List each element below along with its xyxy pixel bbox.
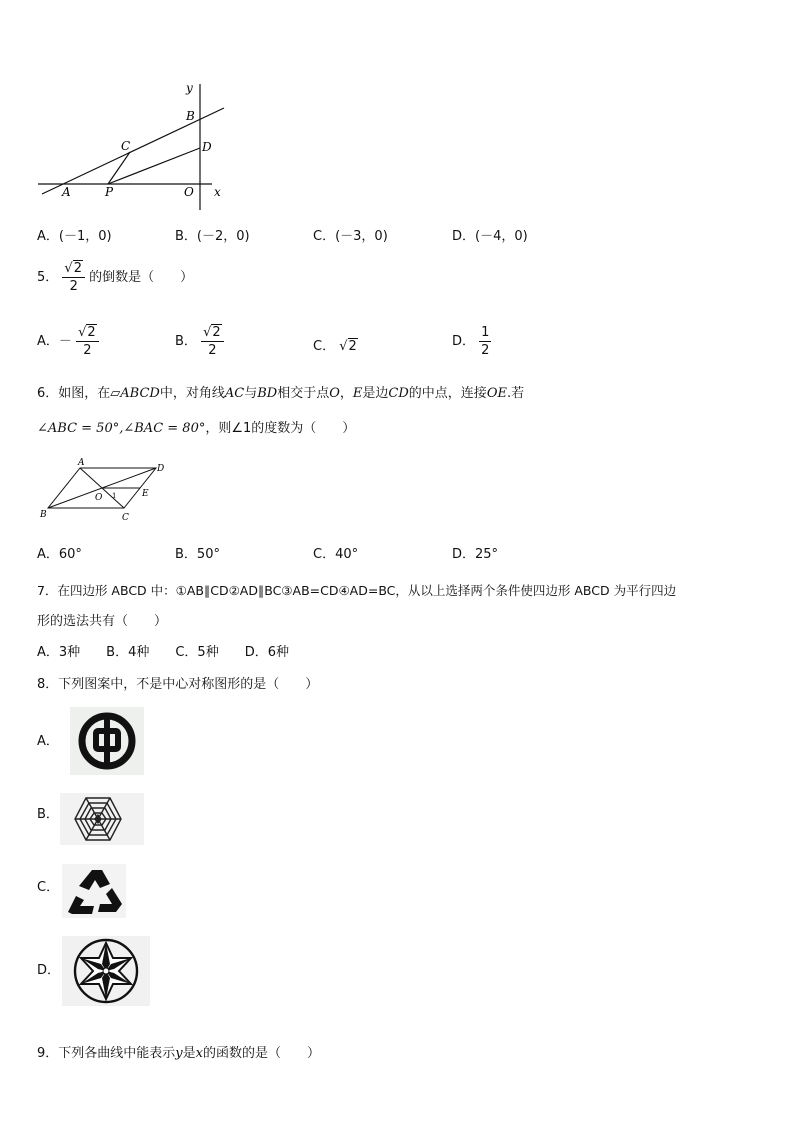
q8-label-c: C． xyxy=(37,880,60,895)
q4-coordinate-figure xyxy=(34,78,234,218)
label-D: D xyxy=(202,140,212,154)
q4-option-a: A．(－1，0) xyxy=(37,229,112,244)
q5-option-b: B． $\frac{√2}{2}$ xyxy=(175,326,224,357)
label-P: P xyxy=(105,185,114,199)
q6-line2: ∠ABC = 50°,∠BAC = 80°，则∠1的度数为（ ） xyxy=(37,421,356,436)
q4-option-b: B．(－2，0) xyxy=(175,229,250,244)
label-B: B xyxy=(186,109,195,123)
q5-fraction: $\frac{√2}{2}$ xyxy=(62,262,85,293)
label-O: O xyxy=(184,185,194,199)
q6-option-d: D．25° xyxy=(452,547,499,562)
q4-option-c: C．(－3，0) xyxy=(313,229,388,244)
label-y: y xyxy=(186,81,193,95)
q8-label-a: A． xyxy=(37,734,59,749)
star-of-david-circle-icon xyxy=(62,936,150,1006)
q9-stem: 9．下列各曲线中能表示y是x的函数的是（ ） xyxy=(37,1046,321,1061)
q6-option-c: C．40° xyxy=(313,547,359,562)
q7-line1: 7．在四边形 ABCD 中：①AB∥CD②AD∥BC③AB=CD④AD=BC，从以上选择两个条件使四边形 ABCD 为平行四边 xyxy=(37,583,677,598)
bank-of-china-logo-icon xyxy=(70,707,144,775)
q6-option-b: B．50° xyxy=(175,547,220,562)
q5-option-d: D． $\frac{1}{2}$ xyxy=(452,325,490,358)
label-D: D xyxy=(157,464,165,474)
q5-question xyxy=(37,262,193,293)
label-C: C xyxy=(122,513,129,523)
q5-stem: 的倒数是（ ） xyxy=(89,270,194,285)
recycle-triangle-icon xyxy=(62,864,126,918)
label-B: B xyxy=(40,510,47,520)
q8-label-b: B． xyxy=(37,807,59,822)
label-1: 1 xyxy=(112,492,117,500)
label-A: A xyxy=(78,458,85,468)
q5-option-c: C． √2 xyxy=(313,339,357,354)
label-A: A xyxy=(62,185,71,199)
q6-option-a: A．60° xyxy=(37,547,82,562)
line-AB xyxy=(42,108,224,194)
q4-option-d: D．(－4，0) xyxy=(452,229,528,244)
q8-stem: 8．下列图案中，不是中心对称图形的是（ ） xyxy=(37,677,319,692)
q5-number: 5． xyxy=(37,270,59,285)
q7-line2: 形的选法共有（ ） xyxy=(37,614,168,629)
q8-label-d: D． xyxy=(37,963,61,978)
q7-options: A．3种 B．4种 C．5种 D．6种 xyxy=(37,645,289,660)
q5-option-a: A．－ $\frac{√2}{2}$ xyxy=(37,326,99,357)
hexagon-web-icon xyxy=(60,793,144,845)
label-O: O xyxy=(95,493,103,503)
label-x: x xyxy=(214,185,221,199)
q6-parallelogram-figure xyxy=(36,456,172,528)
line-PD xyxy=(108,148,200,184)
label-E: E xyxy=(142,489,149,499)
q6-line1: 6．如图，在▱ABCD中，对角线AC与BD相交于点O，E是边CD的中点，连接OE.若 xyxy=(37,386,525,401)
label-C: C xyxy=(121,139,131,153)
